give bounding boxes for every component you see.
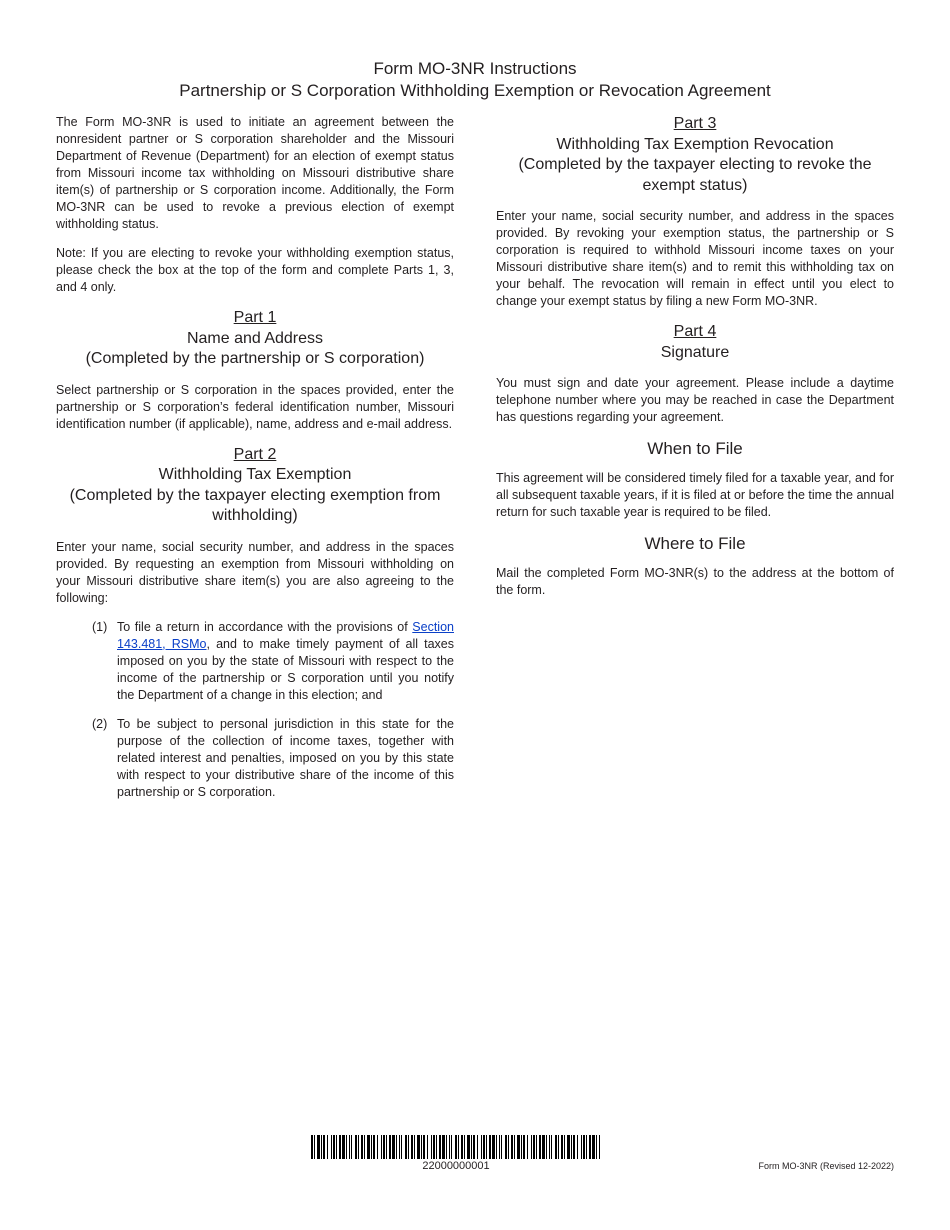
barcode-bar: [339, 1135, 341, 1159]
barcode-bar: [527, 1135, 528, 1159]
barcode-bar: [467, 1135, 470, 1159]
barcode-bar: [442, 1135, 445, 1159]
list-item-text-after: , and to make timely payment of all taxes imposed on you by the state of Missouri with respect to the income of the partnership or S corporation until you notify the Department of a change in this election; and: [117, 636, 455, 702]
barcode-bar: [401, 1135, 402, 1159]
part4-heading: [496, 322, 894, 363]
part4-body: You must sign and date your agreement. Please include a daytime telephone number where you may be reached in case the Department has questions regarding your agreement.: [496, 376, 894, 424]
barcode-bar: [514, 1135, 515, 1159]
barcode-bar: [531, 1135, 532, 1159]
barcode-bar: [521, 1135, 522, 1159]
barcode-bar: [321, 1135, 322, 1159]
barcode-bar: [599, 1135, 600, 1159]
barcode-bar: [349, 1135, 350, 1159]
when-to-file-heading: When to File: [647, 439, 743, 458]
barcode-bar: [311, 1135, 313, 1159]
barcode-bar: [458, 1135, 459, 1159]
form-revision: Form MO-3NR (Revised 12-2022): [758, 1161, 894, 1171]
part4-title: Signature: [660, 343, 730, 361]
section-143-481-link[interactable]: Section 143.481, RSMo: [117, 619, 454, 651]
barcode-bar: [383, 1135, 385, 1159]
barcode-bar: [389, 1135, 391, 1159]
barcode-bar: [573, 1135, 575, 1159]
barcode-bar: [581, 1135, 582, 1159]
barcode-bar: [471, 1135, 472, 1159]
barcode-bar: [511, 1135, 513, 1159]
barcode-bar: [373, 1135, 375, 1159]
barcode-bar: [499, 1135, 500, 1159]
barcode-bar: [542, 1135, 545, 1159]
barcode-bar: [371, 1135, 372, 1159]
part2-heading: [56, 445, 454, 527]
part2-body: Enter your name, social security number, and address in the spaces provided. By requesting an exemption from Missouri withholding on your Missouri distributive share item(s) you are also agreeing to the following:: [56, 539, 454, 605]
barcode-bar: [549, 1135, 550, 1159]
barcode-bar: [564, 1135, 565, 1159]
barcode-bar: [555, 1135, 557, 1159]
barcode-bar: [539, 1135, 541, 1159]
part3-subtitle: (Completed by the taxpayer electing to revoke the exempt status): [518, 156, 872, 194]
list-item-number: (2): [92, 716, 108, 731]
barcode-bar: [331, 1135, 332, 1159]
barcode-bar: [408, 1135, 409, 1159]
barcode-bar: [489, 1135, 491, 1159]
barcode-bar: [477, 1135, 478, 1159]
barcode-bar: [483, 1135, 485, 1159]
part2-label: Part 2: [233, 445, 277, 463]
barcode-bar: [589, 1135, 591, 1159]
part3-title: Withholding Tax Exemption Revocation: [556, 135, 834, 153]
barcode-bar: [417, 1135, 420, 1159]
list-item-number: (1): [92, 619, 108, 634]
barcode-bar: [377, 1135, 378, 1159]
barcode-bar: [496, 1135, 497, 1159]
barcode-bar: [451, 1135, 452, 1159]
where-to-file-body: Mail the completed Form MO-3NR(s) to the address at the bottom of the form.: [496, 566, 894, 597]
barcode-bar: [423, 1135, 425, 1159]
barcode-bar: [567, 1135, 570, 1159]
barcode-bar: [433, 1135, 435, 1159]
list-item: [92, 716, 454, 801]
barcode-bar: [314, 1135, 315, 1159]
part1-subtitle: (Completed by the partnership or S corporation): [85, 350, 425, 367]
part3-label: Part 3: [673, 115, 717, 132]
barcode-bar: [381, 1135, 382, 1159]
barcode-bar: [414, 1135, 415, 1159]
barcode-bar: [323, 1135, 325, 1159]
barcode-bar: [486, 1135, 487, 1159]
title-line-1: Form MO-3NR Instructions: [373, 59, 577, 78]
part2-title: Withholding Tax Exemption: [158, 466, 352, 483]
barcode-bar: [386, 1135, 387, 1159]
part3-body: Enter your name, social security number, and address in the spaces provided. By revoking your exemption status, the partnership or S corporation is required to withhold Missouri income taxes on your Missouri distributive share item(s) and to remit this withholding tax on your behalf. The revocation will remain in effect until you elect to change your exempt status by filing a new Form MO-3NR.: [496, 209, 894, 308]
page-title: [0, 58, 950, 102]
part2-subtitle: (Completed by the taxpayer electing exemption from withholding): [69, 486, 441, 524]
barcode-bar: [501, 1135, 502, 1159]
right-column: [496, 114, 894, 611]
barcode-bar: [351, 1135, 352, 1159]
barcode-bar: [436, 1135, 437, 1159]
barcode-bar: [439, 1135, 441, 1159]
barcode-bar: [446, 1135, 447, 1159]
when-to-file-body: This agreement will be considered timely filed for a taxable year, and for all subsequent taxable years, if it is filed at or before the time the annual return for such taxable year is required to be filed.: [496, 471, 894, 519]
barcode-bar: [596, 1135, 597, 1159]
barcode-bar: [592, 1135, 595, 1159]
barcode-number: 22000000001: [422, 1160, 490, 1172]
barcode-bar: [492, 1135, 495, 1159]
part1-heading: [56, 308, 454, 370]
list-item-text-before: To file a return in accordance with the provisions of: [117, 619, 413, 634]
title-line-2: Partnership or S Corporation Withholding Exemption or Revocation Agreement: [179, 81, 771, 100]
barcode-bar: [473, 1135, 475, 1159]
part1-title: Name and Address: [186, 329, 324, 347]
where-to-file-heading: Where to File: [644, 534, 746, 553]
barcode-bar: [421, 1135, 422, 1159]
barcode-bar: [367, 1135, 370, 1159]
barcode-bar: [455, 1135, 457, 1159]
list-item-text: To be subject to personal jurisdiction in this state for the purpose of the collection of income taxes, together with related interest and penalties, imposed on you by this state with respect to your distributive share of the income of this partnership or S corporation.: [117, 716, 454, 799]
barcode-bar: [546, 1135, 547, 1159]
barcode-bar: [533, 1135, 535, 1159]
barcode-bar: [342, 1135, 345, 1159]
barcode-bar: [571, 1135, 572, 1159]
barcode-bar: [586, 1135, 587, 1159]
barcode-bar: [317, 1135, 320, 1159]
barcode-bar: [358, 1135, 359, 1159]
intro-paragraph: The Form MO-3NR is used to initiate an agreement between the nonresident partner or S corporation shareholder and the Missouri Department of Revenue (Department) for an election of exempt status from Missouri income tax withholding on Missouri distributive share item(s) of partnership or S corporation income. Additionally, the Form MO-3NR can be used to revoke a previous election of exempt withholding status.: [56, 115, 454, 231]
barcode-bar: [561, 1135, 563, 1159]
barcode-bar: [364, 1135, 365, 1159]
left-column: [56, 114, 454, 813]
barcode-bar: [536, 1135, 537, 1159]
list-item: [92, 619, 454, 704]
barcode-bar: [508, 1135, 509, 1159]
barcode-bar: [405, 1135, 407, 1159]
barcode-bar: [431, 1135, 432, 1159]
part3-heading: [496, 114, 894, 196]
barcode-bar: [577, 1135, 578, 1159]
barcode-graphic: [311, 1135, 601, 1159]
barcode-bar: [327, 1135, 328, 1159]
barcode-bar: [583, 1135, 585, 1159]
barcode-bar: [427, 1135, 428, 1159]
barcode-bar: [399, 1135, 400, 1159]
barcode-bar: [396, 1135, 397, 1159]
barcode-bar: [481, 1135, 482, 1159]
barcode-bar: [346, 1135, 347, 1159]
barcode-bar: [355, 1135, 357, 1159]
barcode-bar: [517, 1135, 520, 1159]
barcode-bar: [505, 1135, 507, 1159]
barcode-bar: [551, 1135, 552, 1159]
part1-label: Part 1: [233, 309, 277, 326]
barcode-bar: [411, 1135, 413, 1159]
barcode-bar: [523, 1135, 525, 1159]
barcode-bar: [464, 1135, 465, 1159]
list-item-text: [117, 619, 454, 704]
barcode-bar: [558, 1135, 559, 1159]
part4-label: Part 4: [673, 323, 717, 340]
barcode-bar: [336, 1135, 337, 1159]
barcode-bar: [392, 1135, 395, 1159]
barcode-bar: [461, 1135, 463, 1159]
barcode-bar: [333, 1135, 335, 1159]
note-paragraph: Note: If you are electing to revoke your withholding exemption status, please check the box at the top of the form and complete Parts 1, 3, and 4 only.: [56, 246, 454, 294]
part1-body: Select partnership or S corporation in the spaces provided, enter the partnership or S corporation’s federal identification number, Missouri identification number (if applicable), name, address and e-mail address.: [56, 382, 454, 431]
barcode-bar: [449, 1135, 450, 1159]
barcode-bar: [361, 1135, 363, 1159]
